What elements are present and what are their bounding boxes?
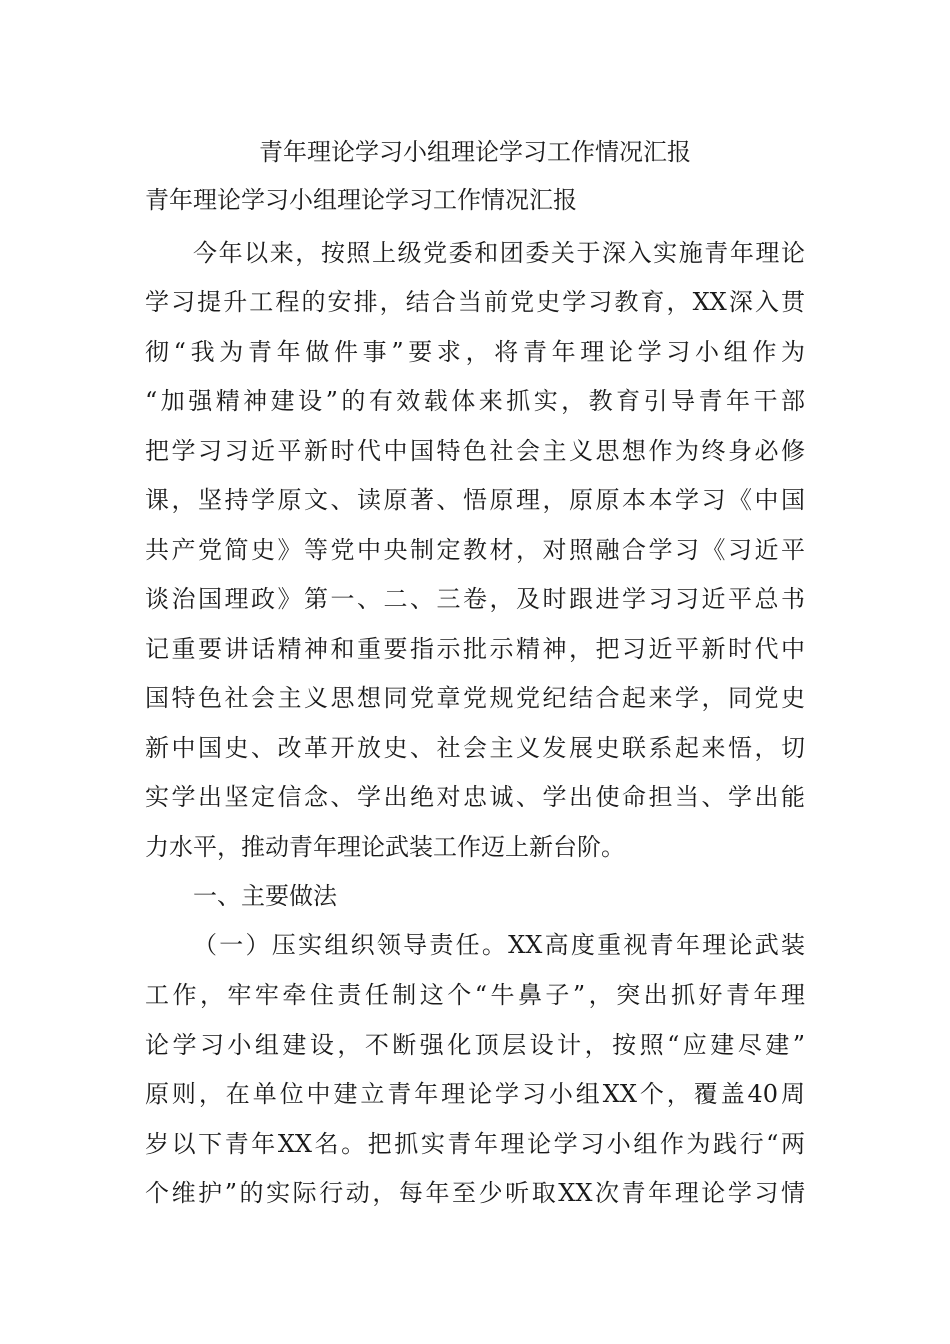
paragraph-line: 彻“我为青年做件事”要求，将青年理论学习小组作为 [145,338,805,366]
paragraph-line: 新中国史、改革开放史、社会主义发展史联系起来悟，切 [145,734,805,762]
paragraph-line: “加强精神建设”的有效载体来抓实，教育引导青年干部 [145,387,805,415]
paragraph-line: 谈治国理政》第一、二、三卷，及时跟进学习习近平总书 [145,585,805,613]
paragraph-line: 课，坚持学原文、读原著、悟原理，原原本本学习《中国 [145,486,805,514]
paragraph-line: 学习提升工程的安排，结合当前党史学习教育，XX深入贯 [145,288,805,316]
paragraph-line: 力水平，推动青年理论武装工作迈上新台阶。 [145,833,625,861]
paragraph-line: 论学习小组建设，不断强化顶层设计，按照“应建尽建” [145,1031,805,1059]
document-title: 青年理论学习小组理论学习工作情况汇报 [259,138,691,166]
paragraph-line: 共产党简史》等党中央制定教材，对照融合学习《习近平 [145,536,805,564]
paragraph-line: 实学出坚定信念、学出绝对忠诚、学出使命担当、学出能 [145,783,805,811]
paragraph-line: 工作，牢牢牵住责任制这个“牛鼻子”，突出抓好青年理 [145,981,805,1009]
paragraph-line: 记重要讲话精神和重要指示批示精神，把习近平新时代中 [145,635,805,663]
paragraph-line: 今年以来，按照上级党委和团委关于深入实施青年理论 [193,239,805,267]
paragraph-line: 国特色社会主义思想同党章党规党纪结合起来学，同党史 [145,684,805,712]
paragraph-line: 原则，在单位中建立青年理论学习小组XX个，覆盖40周 [145,1080,805,1108]
paragraph-line: 把学习习近平新时代中国特色社会主义思想作为终身必修 [145,437,805,465]
section-heading: 一、主要做法 [193,882,337,910]
document-subtitle: 青年理论学习小组理论学习工作情况汇报 [145,186,577,214]
paragraph-line: 岁以下青年XX名。把抓实青年理论学习小组作为践行“两 [145,1130,805,1158]
paragraph-line: 个维护”的实际行动，每年至少听取XX次青年理论学习情 [145,1179,805,1207]
paragraph-line: （一）压实组织领导责任。XX高度重视青年理论武装 [193,931,805,959]
